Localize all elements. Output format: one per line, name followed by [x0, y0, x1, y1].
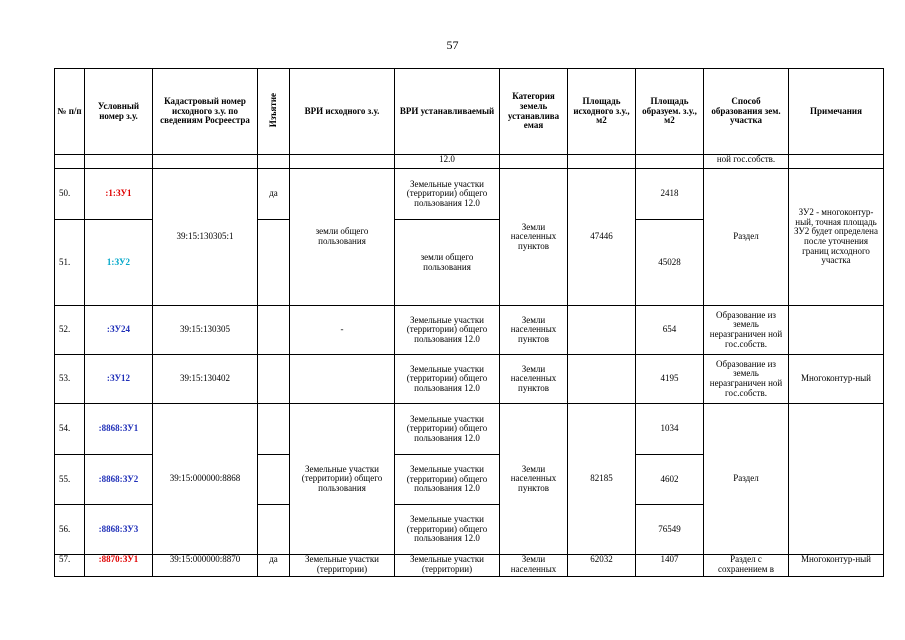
cell-notes: [789, 404, 884, 555]
cell-method: Образование из земель неразграничен ной гос.собств.: [704, 355, 789, 404]
cell-empty: [789, 155, 884, 169]
cell-seizure: [258, 220, 290, 306]
cell-area-source: 82185: [568, 404, 636, 555]
cell-empty: [85, 155, 153, 169]
cell-cadastral-number: 39:15:130305: [153, 306, 258, 355]
cell-method: Раздел: [704, 404, 789, 555]
cell-vri-source: Земельные участки (территории) общего пользования: [290, 404, 395, 555]
cell-vri-set: Земельные участки (территории): [395, 555, 500, 577]
cell-cadastral-number: 39:15:130305:1: [153, 169, 258, 306]
cell-num: 53.: [55, 355, 85, 404]
cell-vri-source: Земельные участки (территории): [290, 555, 395, 577]
cell-category: Земли населенных пунктов: [500, 404, 568, 555]
cell-conditional-number: :8868:ЗУ3: [85, 505, 153, 555]
cell-vri-set: Земельные участки (территории) общего пользования 12.0: [395, 505, 500, 555]
cell-notes: Многоконтур-ный: [789, 355, 884, 404]
cell-method: Раздел с сохранением в: [704, 555, 789, 577]
cell-seizure: да: [258, 555, 290, 577]
cell-empty: [568, 155, 636, 169]
cell-vri-set: земли общего пользования: [395, 220, 500, 306]
table-row: [55, 169, 884, 220]
cell-area-new: 1407: [636, 555, 704, 577]
cell-notes: [789, 306, 884, 355]
land-plots-table: [54, 68, 884, 577]
cell-empty: [258, 155, 290, 169]
cell-conditional-number: :1:ЗУ1: [85, 169, 153, 220]
header-seizure-label: Изъятие: [267, 93, 278, 128]
header-cadastral-number: Кадастровый номер исходного з.у. по сведениям Росреестра: [153, 69, 258, 155]
cell-area-new: 45028: [636, 220, 704, 306]
cell-area-new: 4602: [636, 455, 704, 505]
header-area-new: Площадь образуем. з.у., м2: [636, 69, 704, 155]
header-notes: Примечания: [789, 69, 884, 155]
table-header-row: [55, 69, 884, 155]
cell-method: Образование из земель неразграничен ной гос.собств.: [704, 306, 789, 355]
cell-seizure: [258, 455, 290, 505]
table-row: [55, 404, 884, 455]
cell-method: Раздел: [704, 169, 789, 306]
cell-seizure: [258, 306, 290, 355]
cell-conditional-number: 1:ЗУ2: [85, 220, 153, 306]
cell-area-source: [568, 355, 636, 404]
cell-conditional-number: :8870:ЗУ1: [85, 555, 153, 577]
cell-empty: [290, 155, 395, 169]
cell-conditional-number: :ЗУ24: [85, 306, 153, 355]
header-num: № п/п: [55, 69, 85, 155]
cell-num: 51.: [55, 220, 85, 306]
cell-empty: [636, 155, 704, 169]
cell-num: 55.: [55, 455, 85, 505]
cell-area-new: 1034: [636, 404, 704, 455]
header-category: Категория земель устанавлива емая: [500, 69, 568, 155]
cell-method: ной гос.собств.: [704, 155, 789, 169]
cell-conditional-number: :8868:ЗУ1: [85, 404, 153, 455]
cell-notes: Многоконтур-ный: [789, 555, 884, 577]
cell-area-source: 47446: [568, 169, 636, 306]
table-row: [55, 306, 884, 355]
cell-vri-set: Земельные участки (территории) общего пользования 12.0: [395, 169, 500, 220]
cell-vri-set: Земельные участки (территории) общего пользования 12.0: [395, 404, 500, 455]
table-row: [55, 355, 884, 404]
header-conditional-number: Условный номер з.у.: [85, 69, 153, 155]
cell-area-source: [568, 306, 636, 355]
cell-area-source: 62032: [568, 555, 636, 577]
cell-notes: ЗУ2 - многоконтур-ный, точная площадь ЗУ2 будет определена после уточнения границ исходного участка: [789, 169, 884, 306]
cell-seizure: [258, 404, 290, 455]
cell-empty: [500, 155, 568, 169]
cell-cadastral-number: 39:15:000000:8870: [153, 555, 258, 577]
cell-vri-source: земли общего пользования: [290, 169, 395, 306]
cell-vri-set: Земельные участки (территории) общего пользования 12.0: [395, 355, 500, 404]
cell-category: Земли населенных: [500, 555, 568, 577]
header-area-source: Площадь исходного з.у., м2: [568, 69, 636, 155]
header-method: Способ образования зем. участка: [704, 69, 789, 155]
cell-empty: [153, 155, 258, 169]
cell-empty: [55, 155, 85, 169]
cell-vri-source: [290, 355, 395, 404]
header-seizure: [258, 69, 290, 155]
cell-area-new: 654: [636, 306, 704, 355]
page-number: 57: [446, 38, 459, 52]
cell-category: Земли населенных пунктов: [500, 355, 568, 404]
table-row: [55, 555, 884, 577]
cell-seizure: да: [258, 169, 290, 220]
cell-vri-set: Земельные участки (территории) общего пользования 12.0: [395, 306, 500, 355]
cell-seizure: [258, 355, 290, 404]
cell-cadastral-number: 39:15:130402: [153, 355, 258, 404]
cell-conditional-number: :8868:ЗУ2: [85, 455, 153, 505]
header-vri-set: ВРИ устанавливаемый: [395, 69, 500, 155]
header-vri-source: ВРИ исходного з.у.: [290, 69, 395, 155]
cell-seizure: [258, 505, 290, 555]
table-row: [55, 155, 884, 169]
cell-area-new: 2418: [636, 169, 704, 220]
cell-category: Земли населенных пунктов: [500, 169, 568, 306]
cell-num: 52.: [55, 306, 85, 355]
cell-area-new: 4195: [636, 355, 704, 404]
cell-num: 54.: [55, 404, 85, 455]
cell-cadastral-number: 39:15:000000:8868: [153, 404, 258, 555]
cell-num: 57.: [55, 555, 85, 577]
cell-num: 50.: [55, 169, 85, 220]
cell-vri-set: Земельные участки (территории) общего пользования 12.0: [395, 455, 500, 505]
cell-area-new: 76549: [636, 505, 704, 555]
cell-vri-set: 12.0: [395, 155, 500, 169]
cell-vri-source: -: [290, 306, 395, 355]
cell-num: 56.: [55, 505, 85, 555]
cell-conditional-number: :ЗУ12: [85, 355, 153, 404]
cell-category: Земли населенных пунктов: [500, 306, 568, 355]
